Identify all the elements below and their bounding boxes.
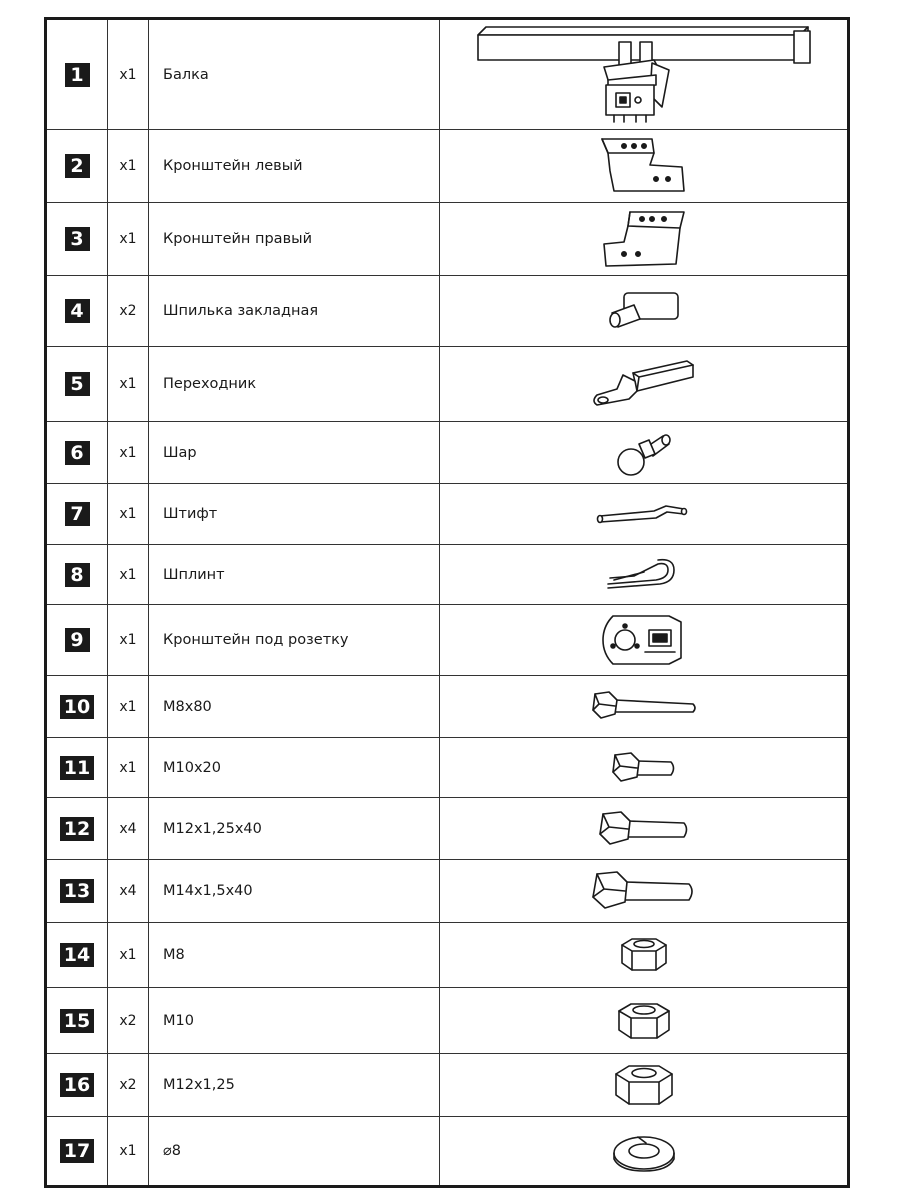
item-number: 9 [65,628,90,652]
bolt-m12-icon [596,809,692,849]
item-name: Шплинт [149,545,440,605]
bolt-m10x20-icon [609,750,679,786]
tow-ball-icon [609,428,679,478]
item-name: Штифт [149,484,440,545]
parts-table [44,17,850,1188]
item-number: 1 [65,63,90,87]
item-quantity: x1 [108,605,149,676]
item-number: 8 [65,563,90,587]
nut-m10-icon [613,999,675,1043]
item-quantity: x1 [108,484,149,545]
item-name: M10x20 [149,738,440,798]
item-quantity: x2 [108,988,149,1054]
item-number: 4 [65,299,90,323]
item-number: 14 [60,943,94,967]
item-quantity: x1 [108,1117,149,1187]
bolt-m14-icon [589,869,699,913]
item-name: M14x1,5x40 [149,860,440,923]
item-name: M12x1,25x40 [149,798,440,860]
item-number: 13 [60,879,94,903]
item-quantity: x1 [108,130,149,203]
item-name: Шпилька закладная [149,276,440,347]
item-name: M8 [149,923,440,988]
item-name: M10 [149,988,440,1054]
table-row [46,422,849,484]
nut-m12-icon [610,1061,678,1109]
table-row [46,923,849,988]
spring-washer-icon [608,1129,680,1173]
item-name: Балка [149,19,440,130]
item-number: 15 [60,1009,94,1033]
item-name: Кронштейн под розетку [149,605,440,676]
item-number: 11 [60,756,94,780]
table-row [46,203,849,276]
item-number: 17 [60,1139,94,1163]
item-quantity: x1 [108,545,149,605]
item-number: 3 [65,227,90,251]
item-number: 16 [60,1073,94,1097]
table-row [46,676,849,738]
item-quantity: x1 [108,203,149,276]
left-bracket-icon [594,135,694,197]
table-row [46,276,849,347]
table-row [46,860,849,923]
item-quantity: x1 [108,676,149,738]
adapter-icon [589,355,699,413]
item-quantity: x4 [108,860,149,923]
item-name: Кронштейн правый [149,203,440,276]
bolt-m8x80-icon [589,690,699,724]
table-row [46,1054,849,1117]
item-quantity: x1 [108,347,149,422]
embedded-stud-icon [604,289,684,333]
item-name: Шар [149,422,440,484]
cotter-pin-icon [604,558,684,592]
item-quantity: x1 [108,738,149,798]
table-row [46,988,849,1054]
table-row [46,798,849,860]
item-quantity: x1 [108,422,149,484]
item-number: 2 [65,154,90,178]
item-name: Кронштейн левый [149,130,440,203]
table-row [46,347,849,422]
item-quantity: x2 [108,276,149,347]
item-name: M12x1,25 [149,1054,440,1117]
item-number: 10 [60,695,94,719]
item-number: 12 [60,817,94,841]
item-number: 6 [65,441,90,465]
table-row [46,738,849,798]
table-row [46,484,849,545]
tow-beam-icon [474,25,814,125]
item-name: Переходник [149,347,440,422]
table-row [46,19,849,130]
item-quantity: x1 [108,19,149,130]
item-number: 5 [65,372,90,396]
pin-icon [594,502,694,526]
table-row [46,605,849,676]
item-name: ⌀8 [149,1117,440,1187]
item-quantity: x4 [108,798,149,860]
item-quantity: x2 [108,1054,149,1117]
item-name: M8x80 [149,676,440,738]
table-row [46,545,849,605]
item-number: 7 [65,502,90,526]
socket-bracket-icon [599,612,689,668]
right-bracket-icon [594,208,694,270]
table-row [46,1117,849,1187]
table-row [46,130,849,203]
item-quantity: x1 [108,923,149,988]
nut-m8-icon [616,935,672,975]
